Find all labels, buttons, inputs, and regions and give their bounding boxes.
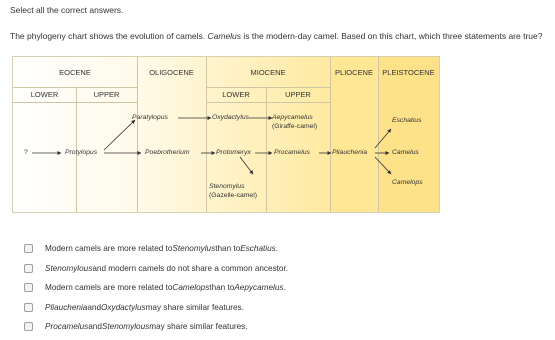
taxon-stenomylus: Stenomylus [209,183,245,190]
taxon-eschatius: Eschatius [392,117,422,124]
option-3[interactable]: Modern camels are more related to Camelops than to Aepycamelus . [24,278,288,298]
eocene-lower: LOWER [30,90,59,99]
arrow-pliauchenia-camelops [375,157,391,174]
epoch-miocene: MIOCENE [250,67,286,77]
miocene-upper: UPPER [285,90,311,99]
answer-options [24,239,288,337]
question-part-1: The phylogeny chart shows the evolution of camels. [10,31,208,41]
epoch-pleistocene: PLEISTOCENE [382,67,435,77]
epoch-eocene: EOCENE [59,67,91,77]
option-5[interactable]: Procamelus and Stenomylous may share similar features. [24,317,288,337]
question-text [10,31,542,41]
arrow-pliauchenia-eschatius [375,129,391,148]
checkbox[interactable] [24,244,33,253]
taxon-protylopus: Protylopus [65,149,98,156]
taxon-procamelus: Procamelus [274,149,310,156]
question-part-2: is the modern-day camel. Based on this chart, which three statements are true? [241,31,543,41]
taxon-camelops: Camelops [392,179,423,186]
taxon-camelus: Camelus [392,149,419,156]
taxon-aepycamelus: Aepycamelus [272,114,313,121]
taxon-stenomylus-note: (Gazelle-camel) [209,192,257,199]
taxon-poebrotherium: Poebrotherium [145,149,190,156]
miocene-lower: LOWER [222,90,250,99]
taxon-pliauchenia: Pliauchenia [332,149,368,156]
taxon-oxydactylus: Oxydactylus [212,114,250,121]
taxon-unknown: ? [24,149,28,156]
option-2[interactable]: Stenomylous and modern camels do not share a common ancestor. [24,259,288,279]
checkbox[interactable] [24,283,33,292]
epoch-oligocene: OLIGOCENE [149,67,194,77]
eocene-upper: UPPER [93,90,120,99]
instructions: Select all the correct answers. [10,5,124,15]
option-4[interactable]: Pliauchenia and Oxydactylus may share similar features. [24,298,288,318]
checkbox[interactable] [24,322,33,331]
epoch-pliocene: PLIOCENE [335,67,373,77]
arrow-protomeryx-stenomylus [240,157,253,174]
arrow-protylopus-paratylopus [104,120,135,150]
checkbox[interactable] [24,264,33,273]
option-1[interactable]: Modern camels are more related to Stenomylus than to Eschatius . [24,239,288,259]
taxon-protomeryx: Protomeryx [216,149,251,156]
question-italic: Camelus [207,31,242,41]
taxon-aepycamelus-note: (Giraffe-camel) [272,123,318,130]
phylogeny-chart [12,56,440,213]
checkbox[interactable] [24,303,33,312]
taxon-paratylopus: Paratylopus [132,114,168,121]
